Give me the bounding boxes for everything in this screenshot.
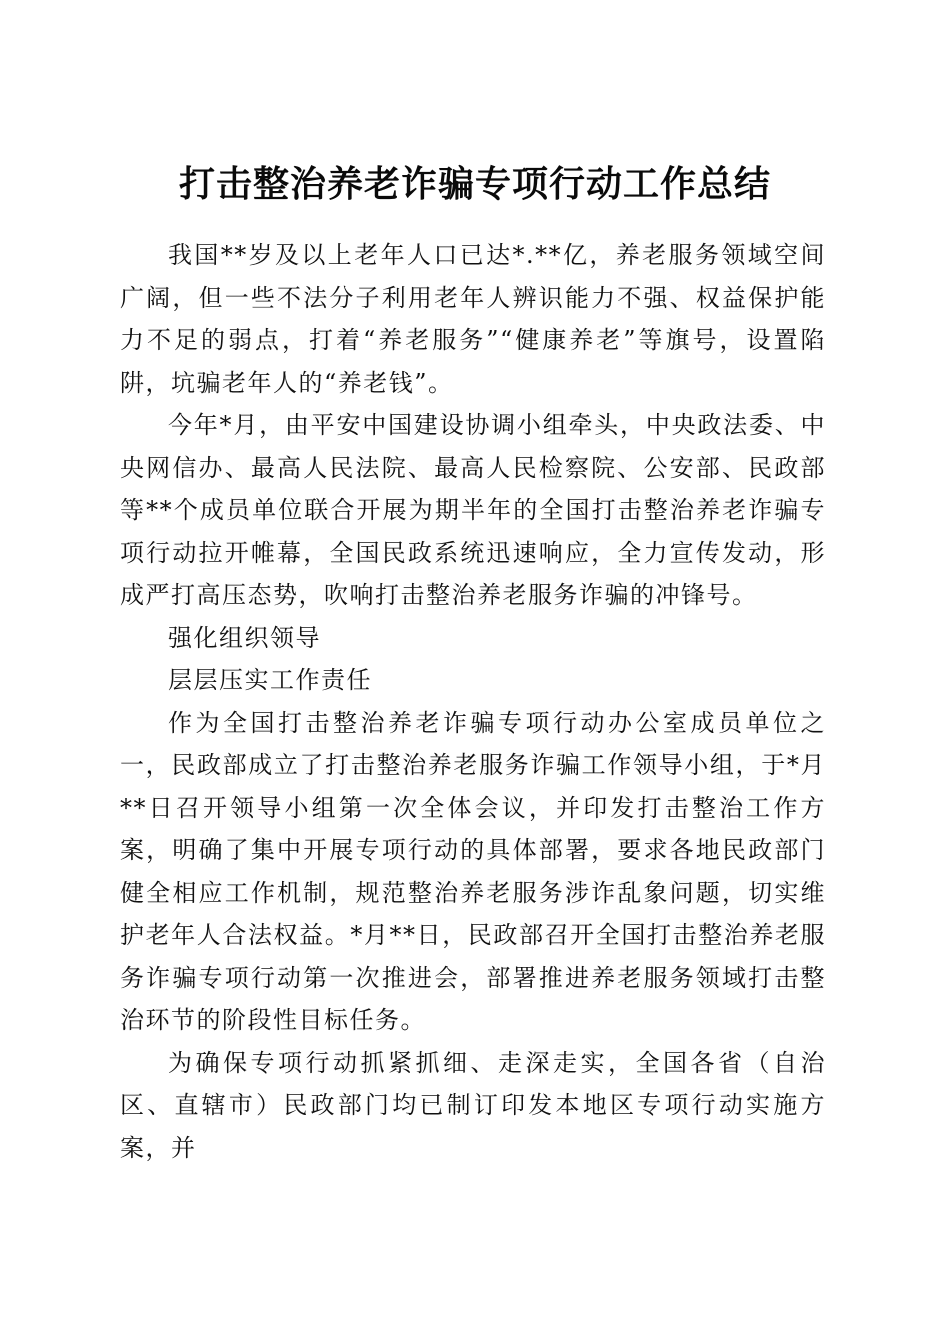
paragraph-ministry-actions: 作为全国打击整治养老诈骗专项行动办公室成员单位之一，民政部成立了打击整治养老服务诈骗工作领导小组，于*月**日召开领导小组第一次全体会议，并印发打击整治工作方案，明确了集中开展专项行动的具体部署，要求各地民政部门健全相应工作机制，规范整治养老服务涉诈乱象问题，切实维护老年人合法权益。*月**日，民政部召开全国打击整治养老服务诈骗专项行动第一次推进会，部署推进养老服务领域打击整治环节的阶段性目标任务。 xyxy=(120,708,826,1034)
document-body xyxy=(120,234,826,1169)
section-subheading-responsibility: 层层压实工作责任 xyxy=(168,666,372,694)
paragraph-intro: 我国**岁及以上老年人口已达*.**亿，养老服务领域空间广阔，但一些不法分子利用老年人辨识能力不强、权益保护能力不足的弱点，打着“养老服务”“健康养老”等旗号，设置陷阱，坑骗老年人的“养老钱”。 xyxy=(120,241,826,397)
paragraph-campaign-launch: 今年*月，由平安中国建设协调小组牵头，中央政法委、中央网信办、最高人民法院、最高人民检察院、公安部、民政部等**个成员单位联合开展为期半年的全国打击整治养老诈骗专项行动拉开帷幕，全国民政系统迅速响应，全力宣传发动，形成严打高压态势，吹响打击整治养老服务诈骗的冲锋号。 xyxy=(120,411,826,609)
section-heading-organization: 强化组织领导 xyxy=(168,623,321,652)
paragraph-provincial-plans: 为确保专项行动抓紧抓细、走深走实，全国各省（自治区、直辖市）民政部门均已制订印发本地区专项行动实施方案，并 xyxy=(120,1048,826,1162)
document-title: 打击整治养老诈骗专项行动工作总结 xyxy=(178,163,771,206)
